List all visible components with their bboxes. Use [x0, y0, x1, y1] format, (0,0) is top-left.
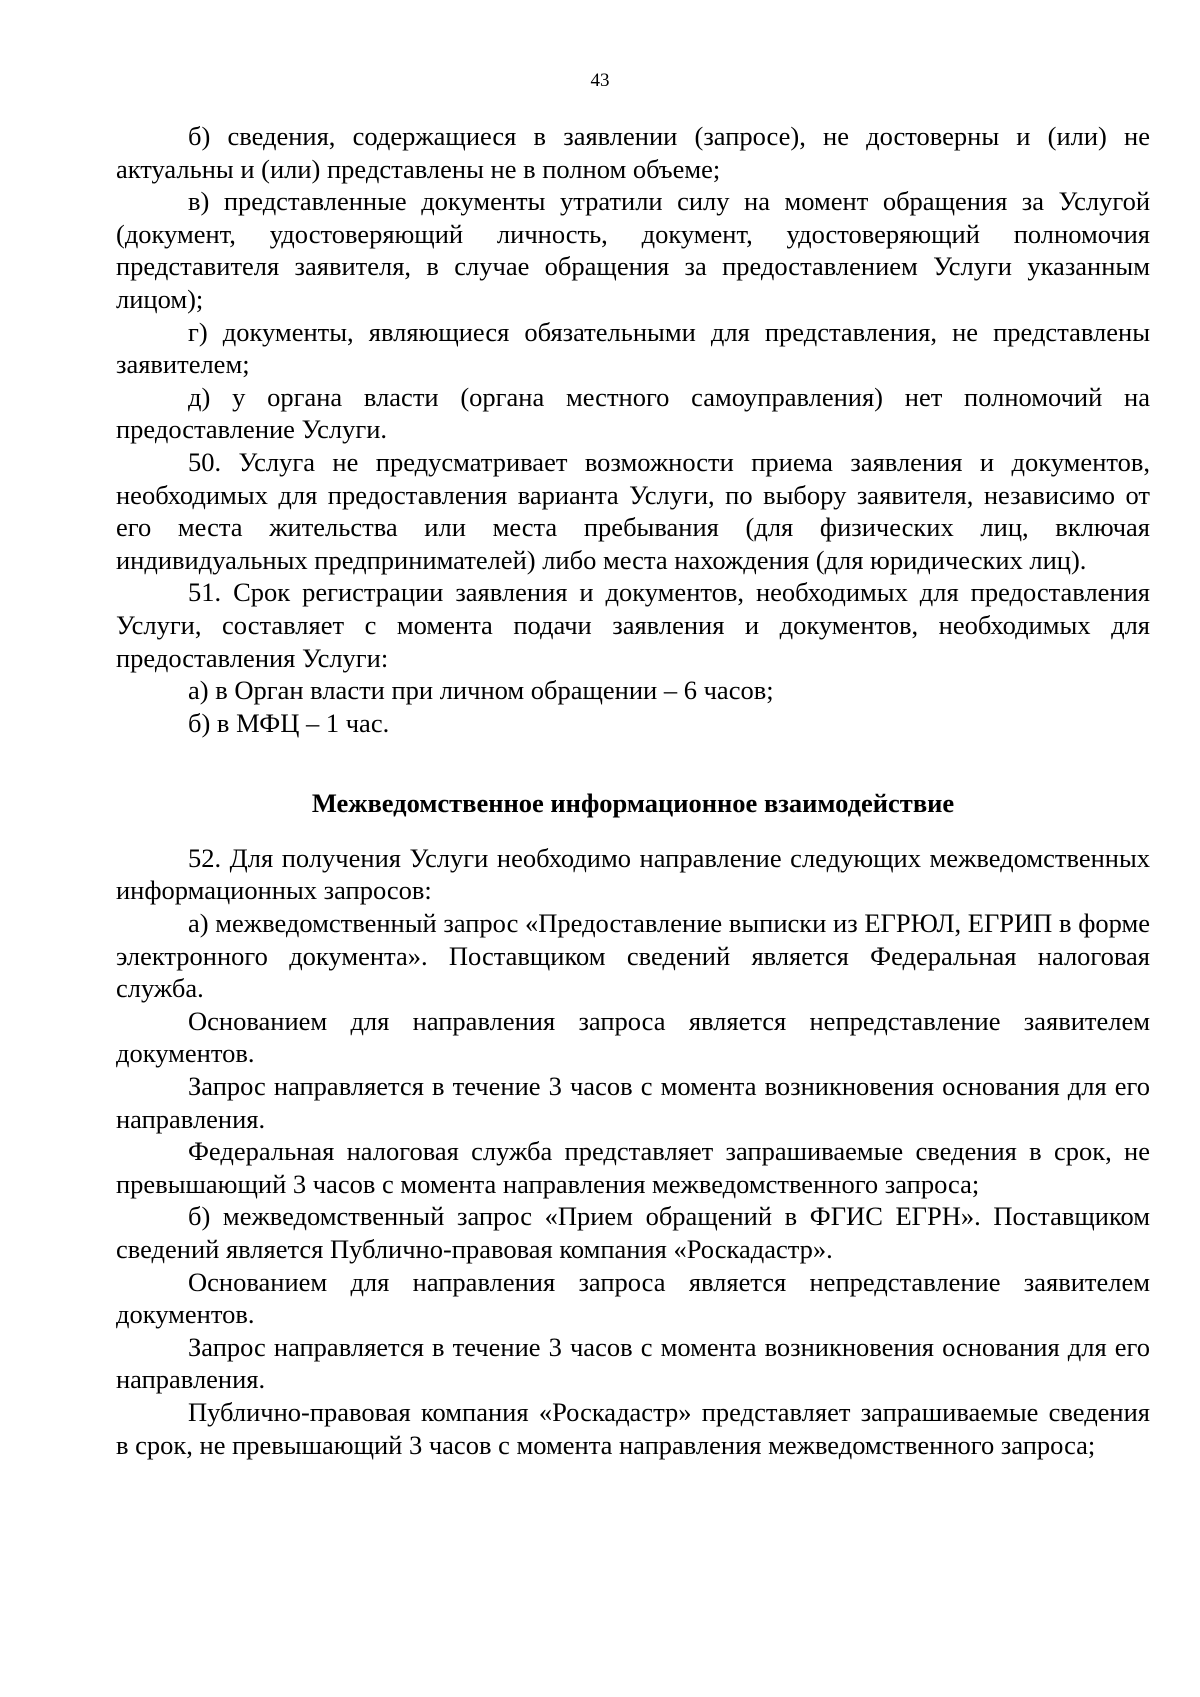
section-heading: Межведомственное информационное взаимодействие: [311, 788, 955, 819]
page-number: 43: [590, 70, 610, 91]
paragraph-egrul-response: Федеральная налоговая служба представляет запрашиваемые сведения в срок, не превышающий 3 часов с момента направления межведомственного запроса;: [116, 1136, 1150, 1199]
paragraph-egrn-basis: Основанием для направления запроса является непредставление заявителем документов.: [116, 1266, 1150, 1330]
paragraph-b-egrn-request: б) межведомственный запрос «Прием обращений в ФГИС ЕГРН». Поставщиком сведений является Публично-правовая компания «Роскадастр».: [116, 1201, 1150, 1264]
document-body: [116, 120, 1150, 1461]
paragraph-g-documents-not-provided: г) документы, являющиеся обязательными для представления, не представлены заявителем;: [116, 316, 1150, 380]
paragraph-a-authority-term: а) в Орган власти при личном обращении – 6 часов;: [188, 675, 774, 706]
paragraph-egrul-basis: Основанием для направления запроса является непредставление заявителем документов.: [116, 1005, 1150, 1069]
paragraph-51-registration-term: 51. Срок регистрации заявления и документов, необходимых для предоставления Услуги, составляет с момента подачи заявления и документов, необходимых для предоставления Услуги:: [116, 577, 1150, 673]
section-spacer: [116, 739, 1150, 787]
paragraph-egrul-timing: Запрос направляется в течение 3 часов с момента возникновения основания для его направления.: [116, 1071, 1150, 1134]
paragraph-d-no-authority: д) у органа власти (органа местного самоуправления) нет полномочий на предоставление Услуги.: [116, 381, 1150, 445]
paragraph-50-extraterritorial: 50. Услуга не предусматривает возможности приема заявления и документов, необходимых для предоставления варианта Услуги, по выбору заявителя, независимо от его места жительства или места пребывания (для физических лиц, включая индивидуальных предпринимателей) либо места нахождения (для юридических лиц).: [116, 446, 1150, 575]
paragraph-egrn-response: Публично-правовая компания «Роскадастр» представляет запрашиваемые сведения в срок, не превышающий 3 часов с момента направления межведомственного запроса;: [116, 1396, 1150, 1460]
paragraph-a-egrul-request: а) межведомственный запрос «Предоставление выписки из ЕГРЮЛ, ЕГРИП в форме электронного документа». Поставщиком сведений является Федеральная налоговая служба.: [116, 908, 1150, 1004]
paragraph-b-mfc-term: б) в МФЦ – 1 час.: [188, 707, 390, 738]
paragraph-52-requests: 52. Для получения Услуги необходимо направление следующих межведомственных информационных запросов:: [116, 842, 1150, 906]
paragraph-egrn-timing: Запрос направляется в течение 3 часов с момента возникновения основания для его направления.: [116, 1331, 1150, 1395]
heading-spacer: [116, 820, 1150, 842]
paragraph-b-unreliable-info: б) сведения, содержащиеся в заявлении (запросе), не достоверны и (или) не актуальны и (или) представлены не в полном объеме;: [116, 121, 1150, 184]
paragraph-v-expired-documents: в) представленные документы утратили силу на момент обращения за Услугой (документ, удостоверяющий личность, документ, удостоверяющий полномочия представителя заявителя, в случае обращения за предоставлением Услуги указанным лицом);: [116, 186, 1150, 314]
